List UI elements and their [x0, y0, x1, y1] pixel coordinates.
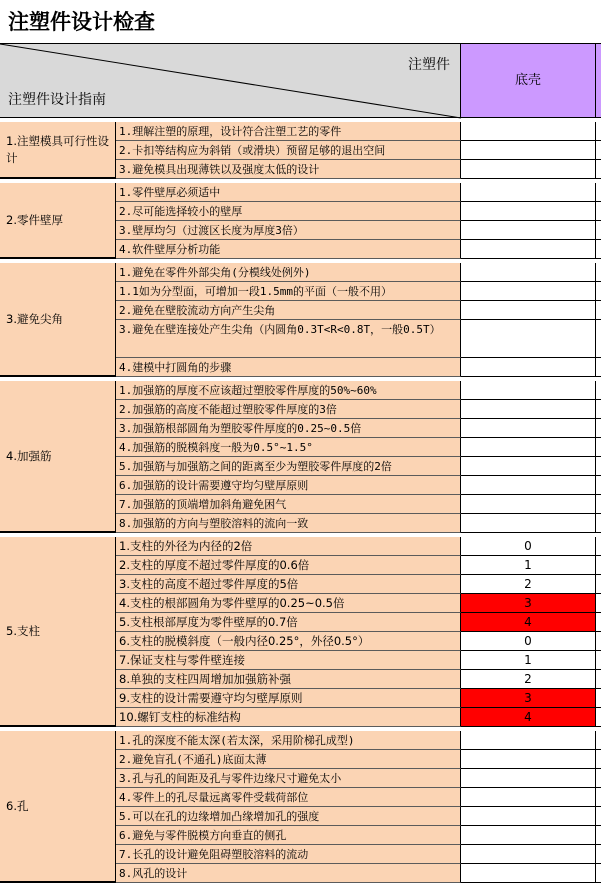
guideline-cell[interactable]: 4.支柱的根部圆角为零件壁厚的0.25~0.5倍	[116, 594, 461, 613]
score-cell[interactable]: 0	[461, 537, 596, 556]
next-column-cell[interactable]	[596, 807, 601, 826]
guideline-cell[interactable]: 5.可以在孔的边缘增加凸缘增加孔的强度	[116, 807, 461, 826]
next-column-cell[interactable]	[596, 689, 601, 708]
next-column-cell[interactable]	[596, 282, 601, 301]
next-column-cell[interactable]	[596, 240, 601, 259]
guideline-cell[interactable]: 8.单独的支柱四周增加加强筋补强	[116, 670, 461, 689]
category-cell[interactable]: 3.避免尖角	[0, 263, 116, 377]
guideline-cell[interactable]: 1.支柱的外径为内径的2倍	[116, 537, 461, 556]
group-separator	[0, 883, 601, 887]
guideline-cell[interactable]: 6.支柱的脱模斜度（一般内径0.25°，外径0.5°）	[116, 632, 461, 651]
score-cell[interactable]	[461, 788, 596, 807]
score-cell[interactable]	[461, 495, 596, 514]
score-cell[interactable]	[461, 282, 596, 301]
next-column-cell[interactable]	[596, 556, 601, 575]
guideline-cell[interactable]: 1.1如为分型面，可增加一段1.5mm的平面（一般不用）	[116, 282, 461, 301]
score-cell[interactable]	[461, 476, 596, 495]
guideline-cell[interactable]: 1.理解注塑的原理，设计符合注塑工艺的零件	[116, 122, 461, 141]
header-part-label: 注塑件	[408, 57, 450, 73]
guideline-cell[interactable]: 4.软件壁厚分析功能	[116, 240, 461, 259]
score-cell[interactable]	[461, 845, 596, 864]
category-cell[interactable]: 4.加强筋	[0, 381, 116, 533]
next-column-cell[interactable]	[596, 141, 601, 160]
category-cell[interactable]: 6.孔	[0, 731, 116, 883]
guideline-cell[interactable]: 1.加强筋的厚度不应该超过塑胶零件厚度的50%~60%	[116, 381, 461, 400]
next-column-cell[interactable]	[596, 708, 601, 727]
next-column-cell[interactable]	[596, 221, 601, 240]
next-column-cell[interactable]	[596, 750, 601, 769]
guideline-cell[interactable]: 6.加强筋的设计需要遵守均匀壁厚原则	[116, 476, 461, 495]
guideline-cell[interactable]: 3.支柱的高度不超过零件厚度的5倍	[116, 575, 461, 594]
next-column-cell[interactable]	[596, 514, 601, 533]
guideline-cell[interactable]: 2.卡扣等结构应为斜销（或滑块）预留足够的退出空间	[116, 141, 461, 160]
guideline-cell[interactable]: 2.加强筋的高度不能超过塑胶零件厚度的3倍	[116, 400, 461, 419]
next-column-cell[interactable]	[596, 160, 601, 179]
score-cell[interactable]	[461, 122, 596, 141]
score-cell[interactable]	[461, 731, 596, 750]
score-cell[interactable]: 3	[461, 689, 596, 708]
guideline-cell[interactable]: 9.支柱的设计需要遵守均匀壁厚原则	[116, 689, 461, 708]
guideline-cell[interactable]: 6.避免与零件脱模方向垂直的侧孔	[116, 826, 461, 845]
guideline-cell[interactable]: 3.避免在壁连接处产生尖角（内圆角0.3T<R<0.8T，一般0.5T）	[116, 320, 461, 358]
next-column-cell[interactable]	[596, 495, 601, 514]
guideline-cell[interactable]: 4.零件上的孔尽量远离零件受载荷部位	[116, 788, 461, 807]
guideline-cell[interactable]: 3.孔与孔的间距及孔与零件边缘尺寸避免太小	[116, 769, 461, 788]
guideline-cell[interactable]: 2.尽可能选择较小的壁厚	[116, 202, 461, 221]
score-cell[interactable]	[461, 457, 596, 476]
guideline-cell[interactable]: 8.风孔的设计	[116, 864, 461, 883]
guideline-cell[interactable]: 1.零件壁厚必须适中	[116, 183, 461, 202]
guideline-cell[interactable]: 2.支柱的厚度不超过零件厚度的0.6倍	[116, 556, 461, 575]
guideline-cell[interactable]: 7.加强筋的顶端增加斜角避免困气	[116, 495, 461, 514]
next-column-cell[interactable]	[596, 594, 601, 613]
category-cell[interactable]: 5.支柱	[0, 537, 116, 727]
guideline-cell[interactable]: 10.螺钉支柱的标准结构	[116, 708, 461, 727]
score-cell[interactable]	[461, 358, 596, 377]
guideline-cell[interactable]: 3.避免模具出现薄铁以及强度太低的设计	[116, 160, 461, 179]
next-column-cell[interactable]	[596, 438, 601, 457]
header-diagonal-cell[interactable]	[0, 44, 461, 118]
next-column-cell[interactable]	[596, 381, 601, 400]
score-cell[interactable]	[461, 381, 596, 400]
score-cell[interactable]	[461, 750, 596, 769]
next-column-cell[interactable]	[596, 670, 601, 689]
guideline-cell[interactable]: 2.避免在壁胶流动方向产生尖角	[116, 301, 461, 320]
next-column-cell[interactable]	[596, 419, 601, 438]
score-cell[interactable]	[461, 438, 596, 457]
guideline-cell[interactable]: 7.保证支柱与零件壁连接	[116, 651, 461, 670]
next-column-cell[interactable]	[596, 613, 601, 632]
score-cell[interactable]	[461, 301, 596, 320]
next-column-cell[interactable]	[596, 731, 601, 750]
guideline-cell[interactable]: 4.建模中打圆角的步骤	[116, 358, 461, 377]
next-column-cell[interactable]	[596, 769, 601, 788]
score-cell[interactable]: 1	[461, 651, 596, 670]
category-cell[interactable]: 1.注塑模具可行性设计	[0, 122, 116, 179]
next-column-cell[interactable]	[596, 632, 601, 651]
next-column-cell[interactable]	[596, 202, 601, 221]
score-cell[interactable]	[461, 183, 596, 202]
score-cell[interactable]	[461, 221, 596, 240]
score-cell[interactable]: 1	[461, 556, 596, 575]
header-guide-label: 注塑件设计指南	[8, 92, 106, 108]
next-column-cell[interactable]	[596, 320, 601, 358]
score-cell[interactable]	[461, 419, 596, 438]
score-cell[interactable]	[461, 807, 596, 826]
guideline-cell[interactable]: 1.孔的深度不能太深(若太深，采用阶梯孔成型)	[116, 731, 461, 750]
score-cell[interactable]	[461, 864, 596, 883]
next-column-cell[interactable]	[596, 457, 601, 476]
next-column-cell[interactable]	[596, 864, 601, 883]
next-column-cell[interactable]	[596, 845, 601, 864]
score-cell[interactable]: 4	[461, 708, 596, 727]
guideline-cell[interactable]: 4.加强筋的脱模斜度一般为0.5°~1.5°	[116, 438, 461, 457]
next-column-cell[interactable]	[596, 575, 601, 594]
guideline-cell[interactable]: 8.加强筋的方向与塑胶溶料的流向一致	[116, 514, 461, 533]
score-cell[interactable]: 3	[461, 594, 596, 613]
guideline-cell[interactable]: 2.避免盲孔(不通孔)底面太薄	[116, 750, 461, 769]
next-column-cell[interactable]	[596, 400, 601, 419]
score-cell[interactable]: 0	[461, 632, 596, 651]
score-cell[interactable]	[461, 202, 596, 221]
score-cell[interactable]	[461, 320, 596, 358]
score-cell[interactable]: 2	[461, 670, 596, 689]
guideline-cell[interactable]: 3.壁厚均匀（过渡区长度为厚度3倍）	[116, 221, 461, 240]
score-cell[interactable]	[461, 263, 596, 282]
category-cell[interactable]: 2.零件壁厚	[0, 183, 116, 259]
score-cell[interactable]	[461, 769, 596, 788]
column-header-next[interactable]	[596, 44, 601, 118]
score-cell[interactable]: 2	[461, 575, 596, 594]
score-cell[interactable]	[461, 141, 596, 160]
score-cell[interactable]	[461, 400, 596, 419]
next-column-cell[interactable]	[596, 301, 601, 320]
score-cell[interactable]	[461, 514, 596, 533]
guideline-cell[interactable]: 3.加强筋根部圆角为塑胶零件厚度的0.25~0.5倍	[116, 419, 461, 438]
next-column-cell[interactable]	[596, 122, 601, 141]
guideline-cell[interactable]: 5.加强筋与加强筋之间的距离至少为塑胶零件厚度的2倍	[116, 457, 461, 476]
next-column-cell[interactable]	[596, 476, 601, 495]
column-header-bottom-shell[interactable]: 底壳	[461, 44, 596, 118]
next-column-cell[interactable]	[596, 263, 601, 282]
guideline-cell[interactable]: 5.支柱根部厚度为零件壁厚的0.7倍	[116, 613, 461, 632]
guideline-cell[interactable]: 1.避免在零件外部尖角(分模线处例外)	[116, 263, 461, 282]
next-column-cell[interactable]	[596, 537, 601, 556]
next-column-cell[interactable]	[596, 651, 601, 670]
next-column-cell[interactable]	[596, 358, 601, 377]
guideline-cell[interactable]: 7.长孔的设计避免阻碍塑胶溶料的流动	[116, 845, 461, 864]
sheet-title: 注塑件设计检查	[0, 0, 601, 44]
score-cell[interactable]: 4	[461, 613, 596, 632]
score-cell[interactable]	[461, 826, 596, 845]
next-column-cell[interactable]	[596, 826, 601, 845]
next-column-cell[interactable]	[596, 183, 601, 202]
next-column-cell[interactable]	[596, 788, 601, 807]
score-cell[interactable]	[461, 160, 596, 179]
score-cell[interactable]	[461, 240, 596, 259]
